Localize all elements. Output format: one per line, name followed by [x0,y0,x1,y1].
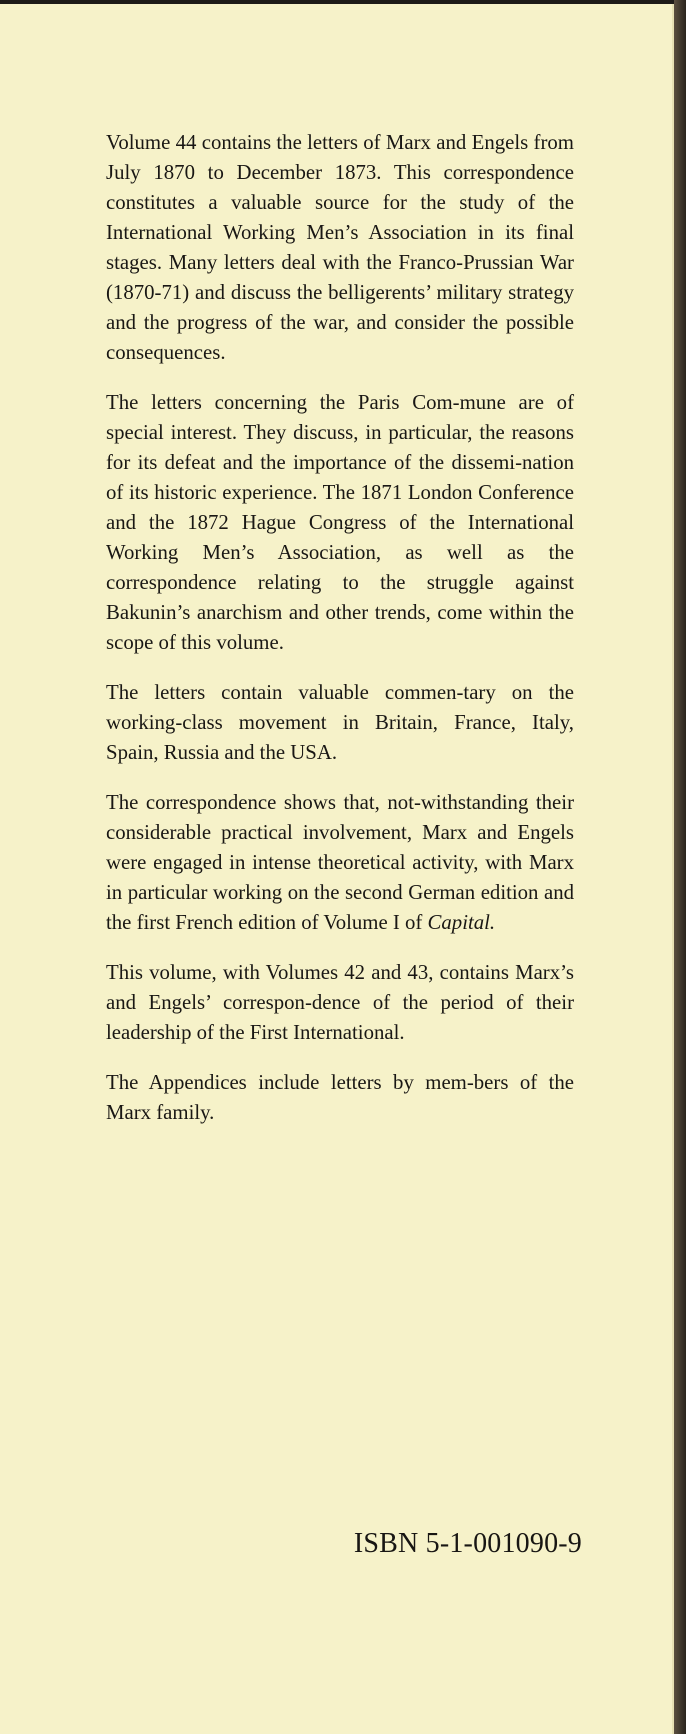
paragraph-working-class-movement: The letters contain valuable commen-tary on the working-class movement in Britain, France, Italy, Spain, Russia and the USA. [106,681,574,764]
paragraph-appendices: The Appendices include letters by mem-bers of the Marx family. [106,1071,574,1124]
isbn-number: ISBN 5-1-001090-9 [353,1528,582,1559]
book-title-capital: Capital. [427,911,496,934]
paragraph-paris-commune: The letters concerning the Paris Com-mune are of special interest. They discuss, in particular, the reasons for its defeat and the importance of the dissemi-nation of its historic experience. The 1871 London Conference and the 1872 Hague Congress of the International Working Men’s Association, as well as the correspondence relating to the struggle against Bakunin’s anarchism and other trends, come within the scope of this volume. [106,391,574,654]
right-edge-binding [674,0,686,1734]
paragraph-intro: Volume 44 contains the letters of Marx and Engels from July 1870 to December 1873. This correspondence constitutes a valuable source for the study of the International Working Men’s Association in its final stages. Many letters deal with the Franco-Prussian War (1870-71) and discuss the belligerents’ military strategy and the progress of the war, and consider the possible consequences. [106,131,574,364]
paragraph-theoretical-activity-text: The correspondence shows that, not-withstanding their considerable practical involvement, Marx and Engels were engaged in intense theoretical activity, with Marx in particular working on the second German edition and the first French edition of Volume I of [106,791,574,934]
description-text [106,128,574,1148]
paragraph-theoretical-activity [106,788,574,938]
top-edge-shadow [0,0,674,4]
paragraph-first-international: This volume, with Volumes 42 and 43, contains Marx’s and Engels’ correspon-dence of the period of their leadership of the First International. [106,961,574,1044]
